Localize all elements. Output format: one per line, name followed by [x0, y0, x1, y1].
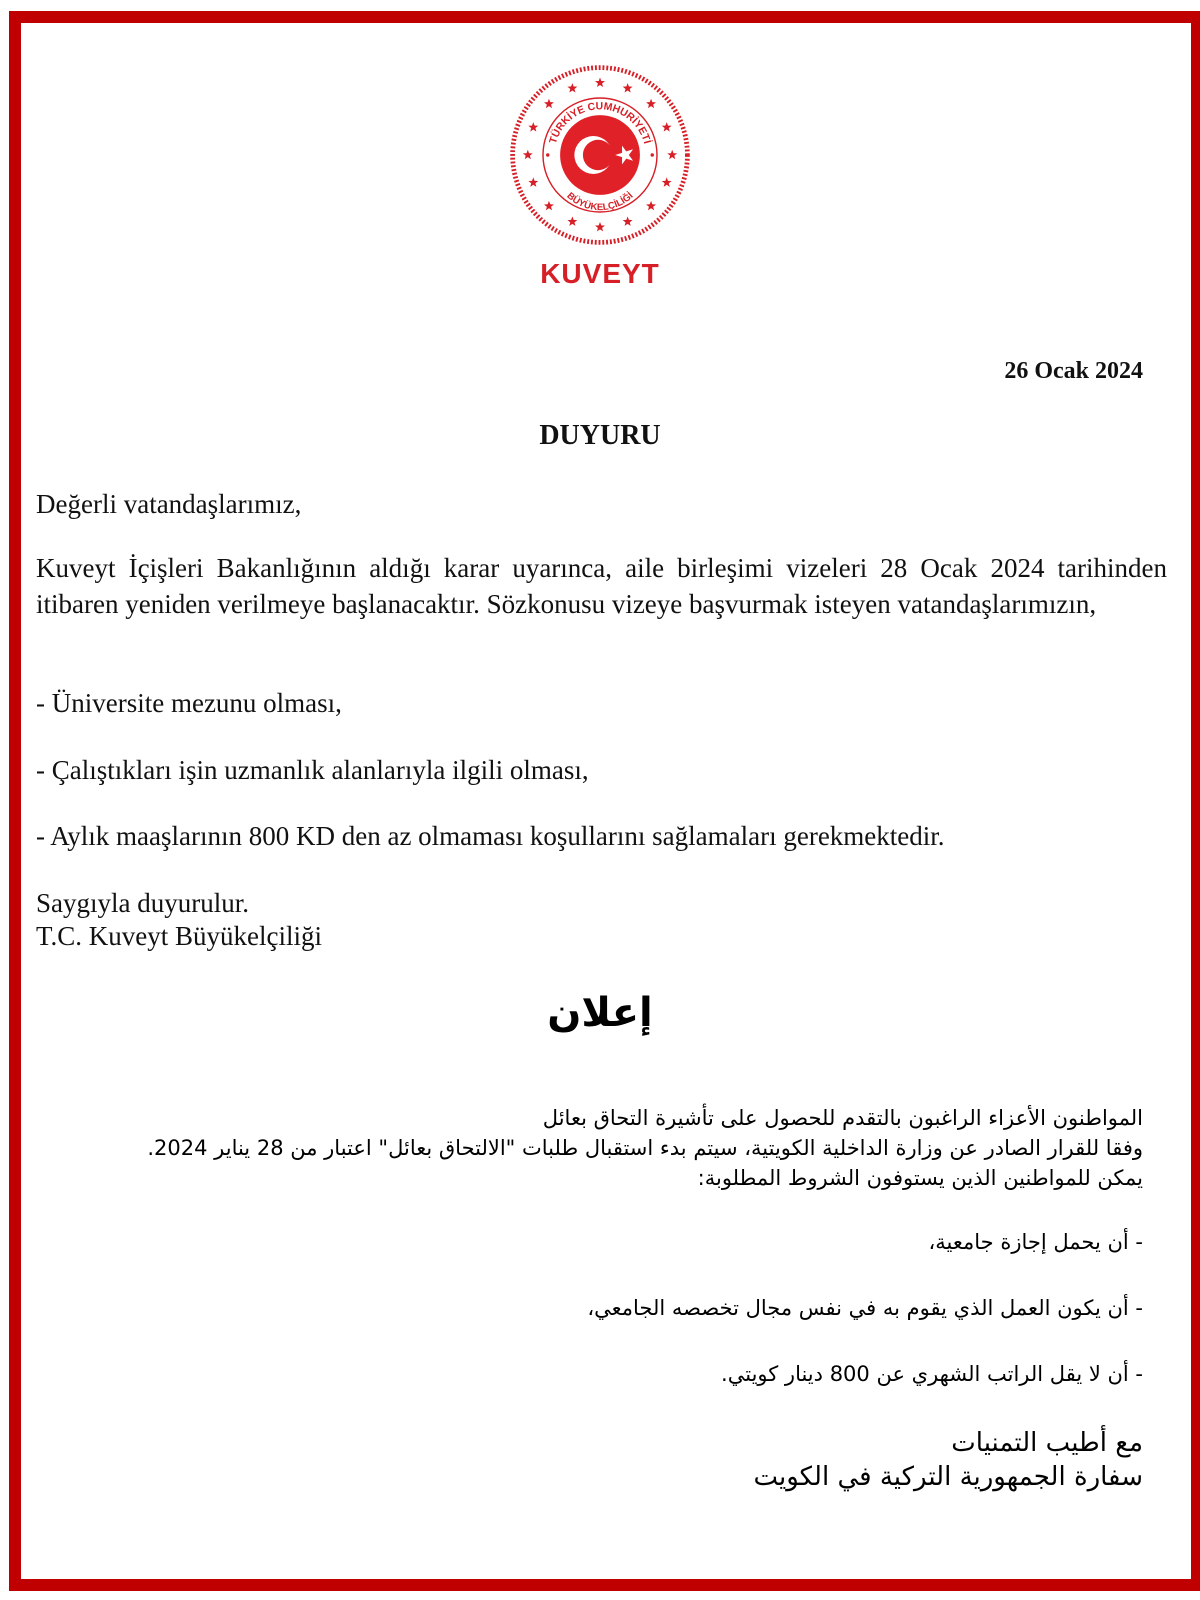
emblem-star-icon [646, 201, 656, 210]
condition-item: - Aylık maaşlarının 800 KD den az olmaması koşullarını sağlamaları gerekmektedir. [36, 821, 945, 851]
emblem-star-icon [567, 83, 577, 92]
emblem-star-icon [667, 150, 677, 159]
emblem-star-icon [662, 177, 672, 186]
emblem-bottom-text: BÜYÜKELÇİLİĞİ [564, 190, 636, 214]
embassy-city-label: KUVEYT [540, 258, 660, 289]
embassy-emblem-icon [505, 60, 695, 250]
emblem-star-icon [544, 99, 554, 108]
emblem-star-icon [646, 99, 656, 108]
condition-item: - Çalıştıkları işin uzmanlık alanlarıyla ilgili olması, [36, 755, 589, 785]
emblem-star-icon [523, 150, 533, 159]
closing-text: Saygıyla duyurulur. [36, 888, 249, 918]
arabic-condition-item: - أن يكون العمل الذي يقوم به في نفس مجال تخصصه الجامعي، [587, 1296, 1143, 1320]
emblem-star-icon [595, 78, 605, 87]
emblem-star-icon [662, 122, 672, 131]
main-paragraph: Kuveyt İçişleri Bakanlığının aldığı karar uyarınca, aile birleşimi vizeleri 28 Ocak 2024 tarihinden itibaren yeniden verilmeye başlanacaktır. Sözkonusu vizeye başvurmak isteyen vatandaşlarımızın, [36, 553, 1167, 619]
emblem-star-icon [623, 216, 633, 225]
arabic-title: إعلان [547, 990, 653, 1036]
arabic-closing: مع أطيب التمنيات [951, 1428, 1143, 1458]
emblem-star-icon [623, 83, 633, 92]
emblem-top-text: TÜRKİYE CUMHURİYETİ [547, 101, 653, 146]
arabic-intro-line: المواطنون الأعزاء الراغبون بالتقدم للحصول على تأشيرة التحاق بعائل [542, 1106, 1143, 1130]
emblem-star-icon [595, 222, 605, 231]
signature: T.C. Kuveyt Büyükelçiliği [36, 921, 322, 951]
arabic-condition-item: - أن لا يقل الراتب الشهري عن 800 دينار كويتي. [721, 1362, 1143, 1386]
salutation: Değerli vatandaşlarımız, [36, 489, 302, 519]
emblem-star-icon [544, 201, 554, 210]
announcement-date: 26 Ocak 2024 [1004, 358, 1143, 384]
arabic-signature: سفارة الجمهورية التركية في الكويت [753, 1462, 1143, 1492]
arabic-intro-line: وفقا للقرار الصادر عن وزارة الداخلية الكويتية، سيتم بدء استقبال طلبات "الالتحاق بعائل" اعتبار من 28 يناير 2024. [147, 1136, 1143, 1160]
emblem-star-icon [567, 216, 577, 225]
condition-item: - Üniversite mezunu olması, [36, 688, 342, 718]
arabic-intro-line: يمكن للمواطنين الذين يستوفون الشروط المطلوبة: [697, 1166, 1143, 1190]
emblem-star-icon [528, 122, 538, 131]
announcement-title: DUYURU [539, 420, 661, 451]
emblem-star-icon [528, 177, 538, 186]
arabic-condition-item: - أن يحمل إجازة جامعية، [928, 1230, 1143, 1254]
